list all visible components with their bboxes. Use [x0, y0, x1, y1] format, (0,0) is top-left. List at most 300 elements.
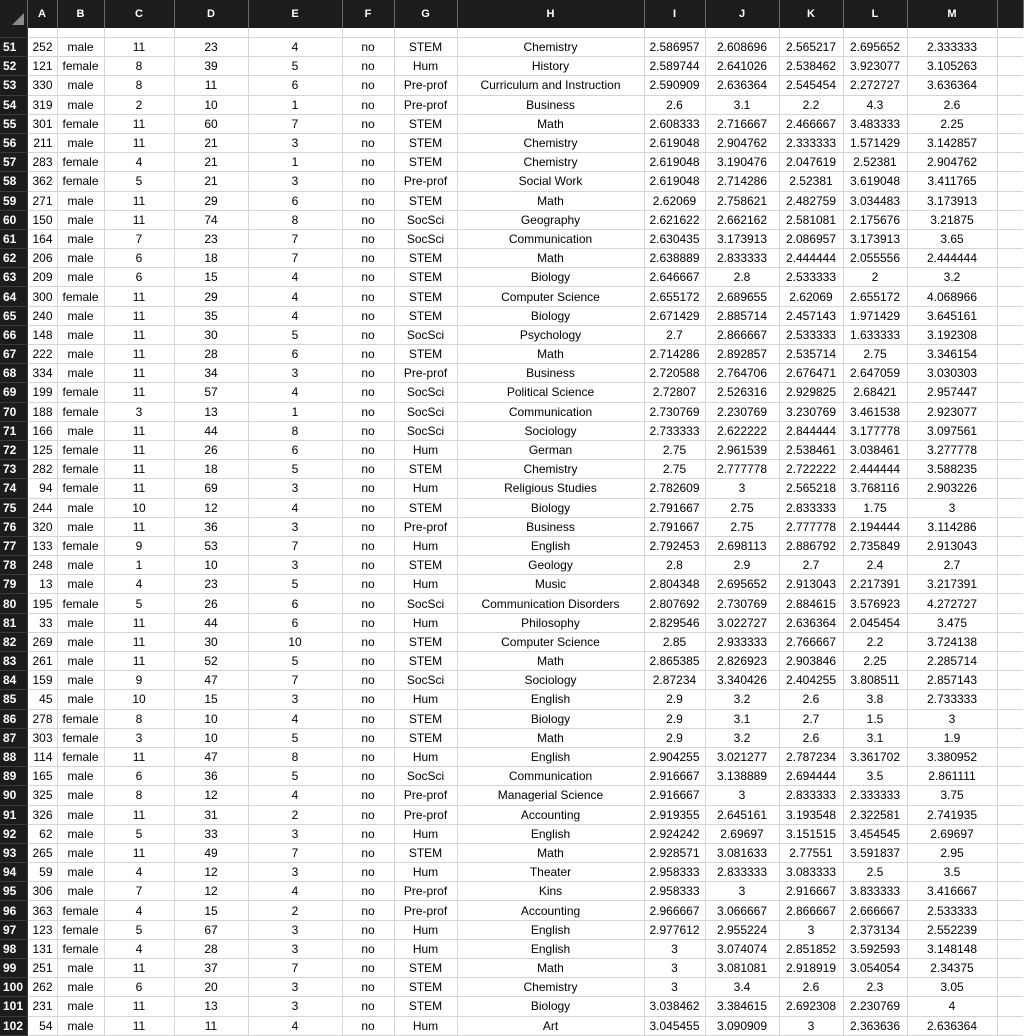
cell-m[interactable]: 2.6: [907, 95, 997, 114]
cell-j[interactable]: 2.662162: [705, 210, 779, 229]
cell-n[interactable]: [997, 863, 1023, 882]
cell-g[interactable]: SocSci: [394, 594, 457, 613]
cell-n[interactable]: [997, 229, 1023, 248]
cell-g[interactable]: STEM: [394, 153, 457, 172]
cell-k[interactable]: 2.545454: [779, 76, 843, 95]
cell-b[interactable]: male: [57, 863, 104, 882]
cell-m[interactable]: 3.475: [907, 613, 997, 632]
cell-n[interactable]: [997, 901, 1023, 920]
cell-h[interactable]: Biology: [457, 498, 644, 517]
row-number[interactable]: 78: [0, 556, 27, 575]
cell-k[interactable]: 2.722222: [779, 460, 843, 479]
cell-l[interactable]: 2.735849: [843, 536, 907, 555]
row-number[interactable]: 102: [0, 1016, 27, 1035]
cell-m[interactable]: 1.9: [907, 728, 997, 747]
cell-f[interactable]: no: [342, 747, 394, 766]
cell-m[interactable]: 2.741935: [907, 805, 997, 824]
cell-a[interactable]: 269: [27, 632, 57, 651]
cell-i[interactable]: 3.038462: [644, 997, 705, 1016]
cell-c[interactable]: 11: [104, 479, 174, 498]
cell-n[interactable]: [997, 632, 1023, 651]
cell-m[interactable]: 3.05: [907, 978, 997, 997]
cell-e[interactable]: 7: [248, 843, 342, 862]
cell-i[interactable]: 2.904255: [644, 747, 705, 766]
cell-n[interactable]: [997, 805, 1023, 824]
cell-h[interactable]: Communication: [457, 229, 644, 248]
row-number[interactable]: 72: [0, 440, 27, 459]
cell-j[interactable]: 2.826923: [705, 652, 779, 671]
cell-f[interactable]: no: [342, 479, 394, 498]
row-number[interactable]: 96: [0, 901, 27, 920]
cell-k[interactable]: 3.151515: [779, 824, 843, 843]
cell-b[interactable]: female: [57, 383, 104, 402]
cell-l[interactable]: 3.034483: [843, 191, 907, 210]
cell-h[interactable]: Art: [457, 1016, 644, 1035]
cell-l[interactable]: 3.808511: [843, 671, 907, 690]
cell-m[interactable]: 2.913043: [907, 536, 997, 555]
cell-a[interactable]: 271: [27, 191, 57, 210]
cell-j[interactable]: 3.074074: [705, 939, 779, 958]
row-number[interactable]: 55: [0, 114, 27, 133]
cell-g[interactable]: Hum: [394, 863, 457, 882]
cell-i[interactable]: 2.671429: [644, 306, 705, 325]
cell-k[interactable]: 2.62069: [779, 287, 843, 306]
cell-f[interactable]: no: [342, 613, 394, 632]
cell-l[interactable]: 2.68421: [843, 383, 907, 402]
cell-g[interactable]: STEM: [394, 345, 457, 364]
cell-e[interactable]: 1: [248, 153, 342, 172]
cell-i[interactable]: 2.7: [644, 325, 705, 344]
cell-b[interactable]: female: [57, 747, 104, 766]
cell-m[interactable]: 3.5: [907, 863, 997, 882]
cell-g[interactable]: STEM: [394, 959, 457, 978]
cell-d[interactable]: 15: [174, 901, 248, 920]
cell-m[interactable]: 3.380952: [907, 747, 997, 766]
cell-a[interactable]: 231: [27, 997, 57, 1016]
cell-l[interactable]: 1.633333: [843, 325, 907, 344]
column-header-c[interactable]: C: [104, 0, 174, 28]
cell-d[interactable]: 10: [174, 709, 248, 728]
cell-e[interactable]: 6: [248, 345, 342, 364]
cell-b[interactable]: male: [57, 268, 104, 287]
cell-b[interactable]: male: [57, 632, 104, 651]
cell-a[interactable]: 362: [27, 172, 57, 191]
cell-f[interactable]: no: [342, 824, 394, 843]
cell-c[interactable]: 4: [104, 863, 174, 882]
cell-a[interactable]: 278: [27, 709, 57, 728]
cell-e[interactable]: 6: [248, 440, 342, 459]
cell-h[interactable]: Biology: [457, 997, 644, 1016]
cell-n[interactable]: [997, 498, 1023, 517]
cell-a[interactable]: 13: [27, 575, 57, 594]
cell-l[interactable]: 3.5: [843, 767, 907, 786]
cell-j[interactable]: 3.021277: [705, 747, 779, 766]
cell-f[interactable]: no: [342, 210, 394, 229]
cell-d[interactable]: 28: [174, 345, 248, 364]
cell-h[interactable]: Geography: [457, 210, 644, 229]
cell-h[interactable]: English: [457, 920, 644, 939]
cell-f[interactable]: no: [342, 632, 394, 651]
cell-d[interactable]: 35: [174, 306, 248, 325]
cell-n[interactable]: [997, 747, 1023, 766]
cell-i[interactable]: 2.619048: [644, 172, 705, 191]
cell-l[interactable]: 1.971429: [843, 306, 907, 325]
cell-b[interactable]: male: [57, 652, 104, 671]
cell-k[interactable]: 3: [779, 920, 843, 939]
cell-n[interactable]: [997, 575, 1023, 594]
cell-h[interactable]: English: [457, 824, 644, 843]
cell-d[interactable]: 67: [174, 920, 248, 939]
cell-f[interactable]: no: [342, 133, 394, 152]
cell-n[interactable]: [997, 95, 1023, 114]
cell-l[interactable]: 2.175676: [843, 210, 907, 229]
cell-h[interactable]: Chemistry: [457, 133, 644, 152]
cell-a[interactable]: 303: [27, 728, 57, 747]
cell-k[interactable]: 2.404255: [779, 671, 843, 690]
cell-a[interactable]: 59: [27, 863, 57, 882]
cell-c[interactable]: 8: [104, 709, 174, 728]
cell-d[interactable]: 23: [174, 229, 248, 248]
cell-b[interactable]: female: [57, 939, 104, 958]
cell-k[interactable]: 2.884615: [779, 594, 843, 613]
cell-d[interactable]: 49: [174, 843, 248, 862]
cell-m[interactable]: 3.346154: [907, 345, 997, 364]
cell-b[interactable]: male: [57, 978, 104, 997]
cell-j[interactable]: 3.138889: [705, 767, 779, 786]
cell-n[interactable]: [997, 57, 1023, 76]
cell-l[interactable]: 3.591837: [843, 843, 907, 862]
cell-a[interactable]: 131: [27, 939, 57, 958]
cell-h[interactable]: Accounting: [457, 901, 644, 920]
cell-d[interactable]: 12: [174, 863, 248, 882]
cell-k[interactable]: 2.457143: [779, 306, 843, 325]
row-number[interactable]: 101: [0, 997, 27, 1016]
cell-d[interactable]: 12: [174, 882, 248, 901]
cell-i[interactable]: 2.589744: [644, 57, 705, 76]
cell-k[interactable]: 2.866667: [779, 901, 843, 920]
cell-b[interactable]: female: [57, 460, 104, 479]
cell-m[interactable]: 3.105263: [907, 57, 997, 76]
cell-a[interactable]: 209: [27, 268, 57, 287]
cell-a[interactable]: 306: [27, 882, 57, 901]
cell-m[interactable]: 3.636364: [907, 76, 997, 95]
cell-h[interactable]: Music: [457, 575, 644, 594]
row-number[interactable]: 95: [0, 882, 27, 901]
column-header-b[interactable]: B: [57, 0, 104, 28]
cell-i[interactable]: 2.62069: [644, 191, 705, 210]
cell-h[interactable]: Math: [457, 728, 644, 747]
cell-f[interactable]: no: [342, 556, 394, 575]
cell-j[interactable]: 2.9: [705, 556, 779, 575]
row-number[interactable]: 97: [0, 920, 27, 939]
cell-n[interactable]: [997, 306, 1023, 325]
cell-d[interactable]: 47: [174, 747, 248, 766]
cell-f[interactable]: no: [342, 786, 394, 805]
cell-b[interactable]: male: [57, 556, 104, 575]
cell-d[interactable]: 13: [174, 402, 248, 421]
cell-e[interactable]: 6: [248, 613, 342, 632]
cell-k[interactable]: 3.083333: [779, 863, 843, 882]
cell-l[interactable]: 2.194444: [843, 517, 907, 536]
cell-c[interactable]: 11: [104, 345, 174, 364]
cell-d[interactable]: 52: [174, 652, 248, 671]
cell-m[interactable]: 2.25: [907, 114, 997, 133]
cell-a[interactable]: 33: [27, 613, 57, 632]
row-number[interactable]: 91: [0, 805, 27, 824]
cell-i[interactable]: 2.919355: [644, 805, 705, 824]
cell-m[interactable]: 2.69697: [907, 824, 997, 843]
cell-b[interactable]: male: [57, 249, 104, 268]
cell-e[interactable]: 10: [248, 632, 342, 651]
cell-j[interactable]: 3.090909: [705, 1016, 779, 1035]
cell-j[interactable]: 3.022727: [705, 613, 779, 632]
cell-e[interactable]: 8: [248, 421, 342, 440]
cell-n[interactable]: [997, 517, 1023, 536]
cell-m[interactable]: 3.030303: [907, 364, 997, 383]
cell-h[interactable]: German: [457, 440, 644, 459]
cell-g[interactable]: STEM: [394, 997, 457, 1016]
cell-b[interactable]: female: [57, 287, 104, 306]
cell-b[interactable]: male: [57, 824, 104, 843]
cell-c[interactable]: 11: [104, 1016, 174, 1035]
cell-d[interactable]: 13: [174, 997, 248, 1016]
cell-j[interactable]: 2.75: [705, 498, 779, 517]
cell-c[interactable]: 3: [104, 728, 174, 747]
cell-l[interactable]: 1.75: [843, 498, 907, 517]
cell-k[interactable]: 2.444444: [779, 249, 843, 268]
cell-h[interactable]: Communication Disorders: [457, 594, 644, 613]
cell-e[interactable]: 4: [248, 306, 342, 325]
cell-j[interactable]: 3.1: [705, 95, 779, 114]
cell-c[interactable]: 6: [104, 767, 174, 786]
cell-c[interactable]: 11: [104, 364, 174, 383]
cell-l[interactable]: 3.768116: [843, 479, 907, 498]
cell-e[interactable]: 7: [248, 536, 342, 555]
cell-i[interactable]: 2.791667: [644, 517, 705, 536]
cell-l[interactable]: 3.054054: [843, 959, 907, 978]
cell-n[interactable]: [997, 978, 1023, 997]
cell-l[interactable]: 3.1: [843, 728, 907, 747]
cell-e[interactable]: 4: [248, 38, 342, 57]
cell-k[interactable]: 2.886792: [779, 536, 843, 555]
cell-e[interactable]: 4: [248, 287, 342, 306]
cell-b[interactable]: female: [57, 172, 104, 191]
cell-d[interactable]: 23: [174, 575, 248, 594]
cell-n[interactable]: [997, 345, 1023, 364]
cell-g[interactable]: SocSci: [394, 402, 457, 421]
cell-h[interactable]: Philosophy: [457, 613, 644, 632]
cell-i[interactable]: 2.733333: [644, 421, 705, 440]
cell-n[interactable]: [997, 556, 1023, 575]
cell-i[interactable]: 2.590909: [644, 76, 705, 95]
cell-j[interactable]: 3.384615: [705, 997, 779, 1016]
cell-m[interactable]: 3.416667: [907, 882, 997, 901]
cell-k[interactable]: 2.929825: [779, 383, 843, 402]
cell-b[interactable]: male: [57, 671, 104, 690]
cell-h[interactable]: Political Science: [457, 383, 644, 402]
cell-k[interactable]: 2.833333: [779, 498, 843, 517]
cell-f[interactable]: no: [342, 805, 394, 824]
cell-b[interactable]: male: [57, 882, 104, 901]
cell-h[interactable]: Managerial Science: [457, 786, 644, 805]
cell-a[interactable]: 62: [27, 824, 57, 843]
cell-b[interactable]: female: [57, 536, 104, 555]
cell-c[interactable]: 11: [104, 210, 174, 229]
cell-m[interactable]: 3: [907, 709, 997, 728]
cell-h[interactable]: Chemistry: [457, 460, 644, 479]
cell-b[interactable]: female: [57, 728, 104, 747]
cell-c[interactable]: 11: [104, 997, 174, 1016]
cell-f[interactable]: no: [342, 882, 394, 901]
cell-h[interactable]: Psychology: [457, 325, 644, 344]
cell-n[interactable]: [997, 172, 1023, 191]
cell-f[interactable]: no: [342, 345, 394, 364]
cell-k[interactable]: 2.777778: [779, 517, 843, 536]
cell-n[interactable]: [997, 440, 1023, 459]
cell-i[interactable]: 2.87234: [644, 671, 705, 690]
cell-a[interactable]: 159: [27, 671, 57, 690]
cell-j[interactable]: 2.698113: [705, 536, 779, 555]
cell-g[interactable]: Hum: [394, 440, 457, 459]
cell-j[interactable]: 3.1: [705, 709, 779, 728]
cell-i[interactable]: 2.865385: [644, 652, 705, 671]
cell-e[interactable]: 5: [248, 767, 342, 786]
cell-i[interactable]: 2.8: [644, 556, 705, 575]
cell-n[interactable]: [997, 383, 1023, 402]
cell-i[interactable]: 2.720588: [644, 364, 705, 383]
row-number[interactable]: 69: [0, 383, 27, 402]
cell-l[interactable]: 1.5: [843, 709, 907, 728]
cell-a[interactable]: 125: [27, 440, 57, 459]
cell-b[interactable]: male: [57, 786, 104, 805]
cell-j[interactable]: 3.081633: [705, 843, 779, 862]
cell-b[interactable]: male: [57, 306, 104, 325]
cell-b[interactable]: male: [57, 959, 104, 978]
cell-e[interactable]: 3: [248, 133, 342, 152]
cell-f[interactable]: no: [342, 709, 394, 728]
cell-g[interactable]: SocSci: [394, 229, 457, 248]
row-number[interactable]: 62: [0, 249, 27, 268]
cell-h[interactable]: Biology: [457, 709, 644, 728]
cell-n[interactable]: [997, 479, 1023, 498]
cell-g[interactable]: STEM: [394, 978, 457, 997]
column-header-e[interactable]: E: [248, 0, 342, 28]
cell-d[interactable]: 60: [174, 114, 248, 133]
cell-j[interactable]: 2.608696: [705, 38, 779, 57]
cell-i[interactable]: 2.630435: [644, 229, 705, 248]
cell-k[interactable]: 2.2: [779, 95, 843, 114]
cell-j[interactable]: 2.69697: [705, 824, 779, 843]
cell-k[interactable]: 2.533333: [779, 325, 843, 344]
row-number[interactable]: 67: [0, 345, 27, 364]
cell-e[interactable]: 7: [248, 671, 342, 690]
cell-j[interactable]: 3.340426: [705, 671, 779, 690]
cell-n[interactable]: [997, 594, 1023, 613]
cell-a[interactable]: 248: [27, 556, 57, 575]
cell-d[interactable]: 23: [174, 38, 248, 57]
cell-c[interactable]: 4: [104, 939, 174, 958]
cell-k[interactable]: 2.676471: [779, 364, 843, 383]
cell-h[interactable]: Business: [457, 517, 644, 536]
cell-h[interactable]: Math: [457, 345, 644, 364]
cell-n[interactable]: [997, 191, 1023, 210]
cell-g[interactable]: Pre-prof: [394, 786, 457, 805]
cell-f[interactable]: no: [342, 229, 394, 248]
cell-d[interactable]: 39: [174, 57, 248, 76]
cell-e[interactable]: 7: [248, 114, 342, 133]
row-number[interactable]: 89: [0, 767, 27, 786]
cell-g[interactable]: SocSci: [394, 325, 457, 344]
column-header-k[interactable]: K: [779, 0, 843, 28]
cell-c[interactable]: 6: [104, 268, 174, 287]
cell-e[interactable]: 7: [248, 249, 342, 268]
cell-c[interactable]: 8: [104, 76, 174, 95]
cell-c[interactable]: 7: [104, 229, 174, 248]
cell-h[interactable]: Accounting: [457, 805, 644, 824]
cell-c[interactable]: 11: [104, 843, 174, 862]
cell-a[interactable]: 300: [27, 287, 57, 306]
cell-k[interactable]: 2.538462: [779, 57, 843, 76]
cell-l[interactable]: 2.695652: [843, 38, 907, 57]
row-number[interactable]: 92: [0, 824, 27, 843]
cell-l[interactable]: 2.055556: [843, 249, 907, 268]
cell-g[interactable]: Hum: [394, 479, 457, 498]
cell-c[interactable]: 11: [104, 38, 174, 57]
cell-a[interactable]: 54: [27, 1016, 57, 1035]
cell-e[interactable]: 6: [248, 191, 342, 210]
cell-k[interactable]: 2.086957: [779, 229, 843, 248]
cell-i[interactable]: 2.586957: [644, 38, 705, 57]
row-number[interactable]: 82: [0, 632, 27, 651]
cell-h[interactable]: Biology: [457, 268, 644, 287]
cell-g[interactable]: STEM: [394, 38, 457, 57]
cell-m[interactable]: 3.21875: [907, 210, 997, 229]
cell-f[interactable]: no: [342, 287, 394, 306]
cell-h[interactable]: Curriculum and Instruction: [457, 76, 644, 95]
cell-b[interactable]: female: [57, 709, 104, 728]
cell-b[interactable]: male: [57, 325, 104, 344]
row-number[interactable]: 53: [0, 76, 27, 95]
cell-f[interactable]: no: [342, 920, 394, 939]
cell-k[interactable]: 2.918919: [779, 959, 843, 978]
column-header-g[interactable]: G: [394, 0, 457, 28]
column-header-a[interactable]: A: [27, 0, 57, 28]
cell-f[interactable]: no: [342, 402, 394, 421]
cell-g[interactable]: SocSci: [394, 210, 457, 229]
cell-m[interactable]: 3.148148: [907, 939, 997, 958]
cell-c[interactable]: 11: [104, 114, 174, 133]
cell-m[interactable]: 2.7: [907, 556, 997, 575]
cell-g[interactable]: STEM: [394, 268, 457, 287]
cell-e[interactable]: 7: [248, 959, 342, 978]
cell-f[interactable]: no: [342, 95, 394, 114]
cell-m[interactable]: 2.904762: [907, 153, 997, 172]
cell-e[interactable]: 3: [248, 863, 342, 882]
cell-j[interactable]: 3.4: [705, 978, 779, 997]
cell-i[interactable]: 3: [644, 959, 705, 978]
cell-l[interactable]: 3.361702: [843, 747, 907, 766]
cell-c[interactable]: 10: [104, 498, 174, 517]
cell-b[interactable]: female: [57, 153, 104, 172]
row-number[interactable]: 56: [0, 133, 27, 152]
cell-h[interactable]: Social Work: [457, 172, 644, 191]
cell-e[interactable]: 4: [248, 882, 342, 901]
cell-a[interactable]: 283: [27, 153, 57, 172]
cell-b[interactable]: female: [57, 479, 104, 498]
cell-n[interactable]: [997, 325, 1023, 344]
cell-m[interactable]: 3.2: [907, 268, 997, 287]
cell-b[interactable]: female: [57, 57, 104, 76]
